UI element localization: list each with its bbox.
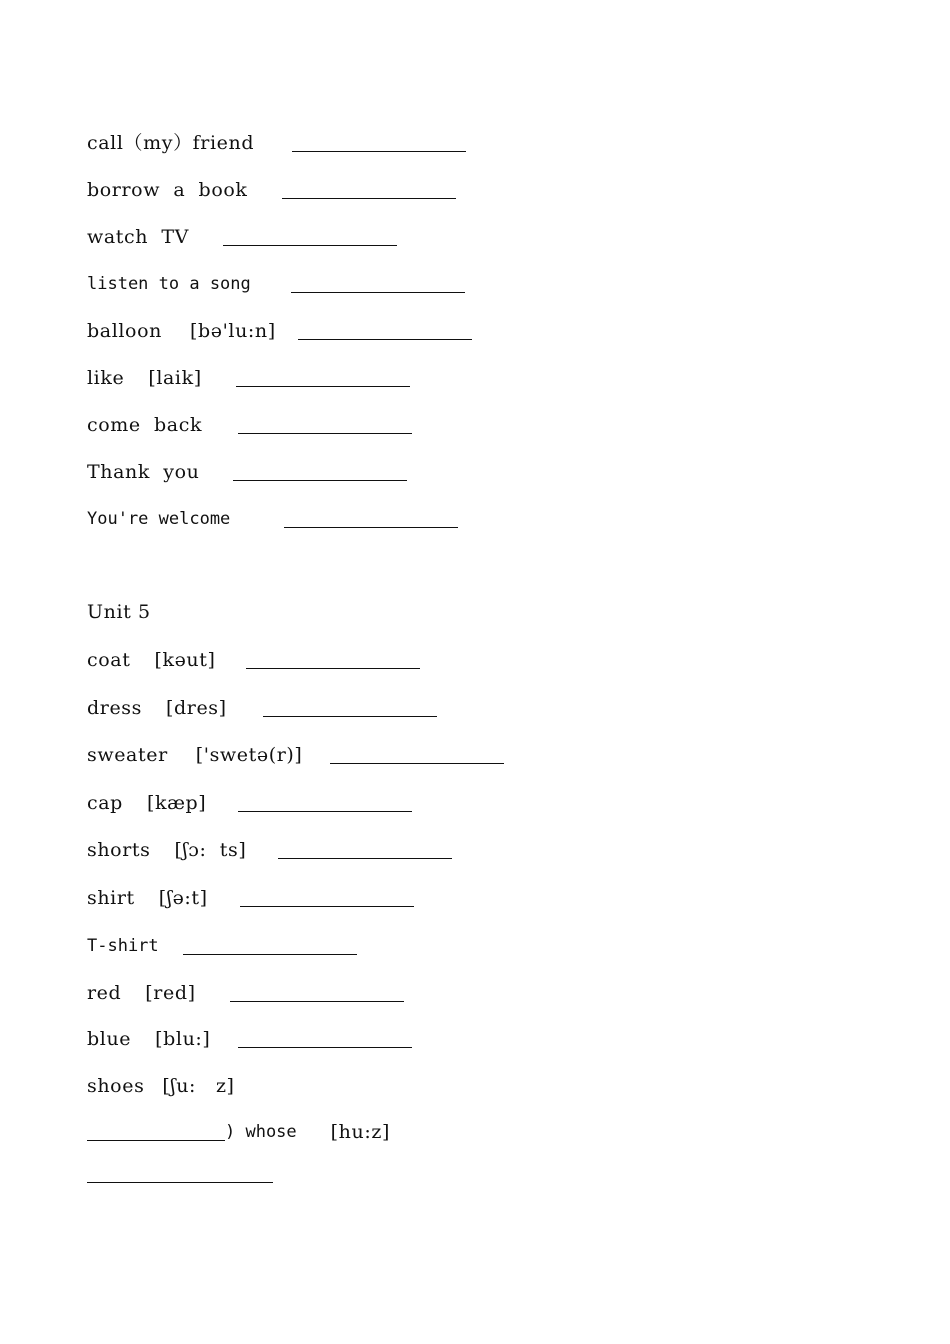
vocab-row-tshirt	[87, 929, 357, 957]
whose-suffix: ) whose	[225, 1122, 297, 1142]
answer-blank[interactable]	[236, 385, 410, 387]
vocab-row-come-back	[87, 408, 412, 436]
vocab-row-cap	[87, 786, 412, 814]
answer-blank[interactable]	[233, 479, 407, 481]
vocab-row-trailing-blank	[87, 1157, 273, 1185]
vocab-phonetic: [red]	[145, 982, 196, 1004]
vocab-row-balloon	[87, 314, 472, 342]
vocab-term: shorts	[87, 839, 151, 861]
answer-blank[interactable]	[87, 1181, 273, 1183]
answer-blank[interactable]	[240, 905, 414, 907]
vocab-row-listen-song	[87, 267, 465, 295]
vocab-row-red	[87, 976, 404, 1004]
vocab-row-sweater	[87, 738, 504, 766]
vocab-phonetic: [blu:]	[155, 1028, 211, 1050]
answer-blank[interactable]	[282, 197, 456, 199]
answer-blank[interactable]	[330, 762, 504, 764]
vocab-term: red	[87, 982, 122, 1004]
vocab-row-shorts	[87, 833, 452, 861]
answer-blank[interactable]	[230, 1000, 404, 1002]
vocab-phonetic: [ʃɔ: ts]	[174, 839, 247, 861]
vocab-phonetic: [bə'lu:n]	[189, 320, 276, 342]
vocab-phonetic: [kəut]	[154, 649, 216, 671]
unit-heading: Unit 5	[87, 601, 151, 623]
vocab-term: watch TV	[87, 226, 189, 248]
answer-blank[interactable]	[291, 291, 465, 293]
vocab-term: like	[87, 367, 125, 389]
vocab-row-watch-tv	[87, 220, 397, 248]
answer-blank[interactable]	[292, 150, 466, 152]
vocab-row-shirt	[87, 881, 414, 909]
answer-blank[interactable]	[246, 667, 420, 669]
vocab-row-borrow-book	[87, 173, 456, 201]
vocab-term: balloon	[87, 320, 162, 342]
answer-blank[interactable]	[223, 244, 397, 246]
vocab-row-coat	[87, 643, 420, 671]
vocab-term: T-shirt	[87, 936, 159, 956]
answer-blank[interactable]	[238, 1046, 412, 1048]
vocab-row-thank-you	[87, 455, 407, 483]
vocab-phonetic: [ʃu: z]	[162, 1075, 235, 1097]
vocab-term: call（my）friend	[87, 132, 255, 154]
vocab-row-shoes	[87, 1069, 235, 1097]
vocab-phonetic: ['swetə(r)]	[195, 744, 303, 766]
vocab-term: listen to a song	[87, 274, 251, 294]
vocab-phonetic: [kæp]	[146, 792, 207, 814]
answer-blank[interactable]	[298, 338, 472, 340]
vocab-row-like	[87, 361, 410, 389]
vocab-term: shoes	[87, 1075, 145, 1097]
vocab-term: Thank you	[87, 461, 200, 483]
vocab-term: You're welcome	[87, 509, 231, 529]
answer-blank[interactable]	[238, 810, 412, 812]
vocab-phonetic: [hu:z]	[330, 1121, 390, 1143]
vocab-term: shirt	[87, 887, 135, 909]
answer-blank[interactable]	[183, 953, 357, 955]
answer-blank[interactable]	[263, 715, 437, 717]
vocab-row-whose	[87, 1115, 390, 1143]
vocab-phonetic: [laik]	[148, 367, 202, 389]
answer-blank[interactable]	[238, 432, 412, 434]
vocab-term: coat	[87, 649, 131, 671]
vocab-phonetic: [ʃə:t]	[158, 887, 208, 909]
answer-blank[interactable]	[87, 1139, 225, 1141]
vocab-phonetic: [dres]	[166, 697, 227, 719]
vocab-term: dress	[87, 697, 142, 719]
answer-blank[interactable]	[278, 857, 452, 859]
vocab-term: blue	[87, 1028, 132, 1050]
vocab-row-youre-welcome	[87, 502, 458, 530]
vocab-term: cap	[87, 792, 123, 814]
vocab-row-blue	[87, 1022, 412, 1050]
vocab-term: sweater	[87, 744, 168, 766]
vocab-term: borrow a book	[87, 179, 248, 201]
vocab-row-call-friend	[87, 126, 466, 154]
vocab-term: come back	[87, 414, 203, 436]
vocab-row-dress	[87, 691, 437, 719]
answer-blank[interactable]	[284, 526, 458, 528]
